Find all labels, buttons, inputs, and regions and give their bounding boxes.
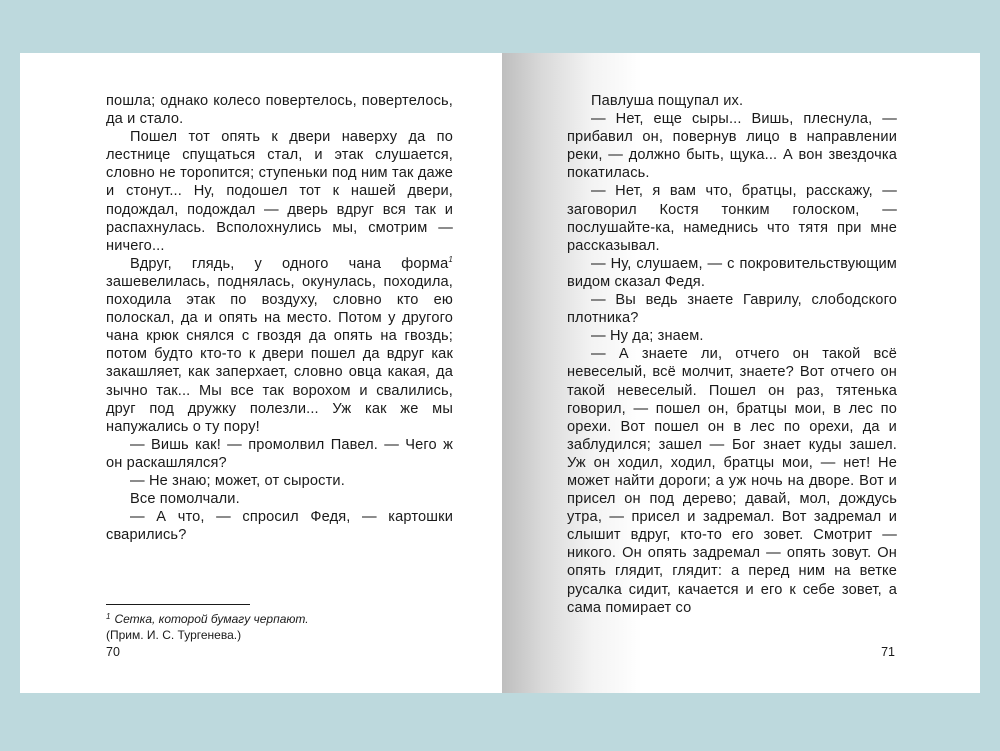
footnote-marker: 1	[448, 254, 453, 264]
page-number-left: 70	[106, 645, 120, 659]
paragraph-text: Вдруг, глядь, у одного чана форма	[130, 255, 449, 272]
paragraph: Все помолчали.	[130, 491, 240, 508]
paragraph: Пошел тот опять к двери наверху да по лестнице спущаться стал, и этак слушается, словно не торопится; ступеньки под ним так даже и стонут... Ну, подошел тот к нашей двери, подождал, подождал — дверь вдруг вся так и распахнулась. Всполохнулись мы, смотрим — ничего...	[106, 129, 453, 254]
footnote-source: (Прим. И. С. Тургенева.)	[106, 628, 242, 642]
footnote-rule	[106, 604, 250, 605]
paragraph: — Ну, слушаем, — с покровительствующим видом сказал Федя.	[567, 255, 897, 290]
page-number-right: 71	[881, 645, 895, 659]
right-page-text	[567, 92, 897, 617]
right-page	[502, 53, 980, 693]
footnote	[106, 609, 406, 643]
paragraph: — Не знаю; может, от сырости.	[130, 472, 345, 489]
paragraph: — Нет, еще сыры... Вишь, плеснула, — прибавил он, повернув лицо в направлении реки, — должно быть, щука... А вон звездочка покатилась.	[567, 111, 897, 182]
paragraph: пошла; однако колесо повертелось, повертелось, да и стало.	[106, 93, 453, 128]
paragraph: — А знаете ли, отчего он такой всё невеселый, всё молчит, знаете? Вот отчего он такой невеселый. Пошел он раз, тятенька говорил, — пошел он, братцы мои, в лес по орехи. Вот пошел он в лес по орехи, да и заблудился; зашел — Бог знает куды зашел. Уж он ходил, ходил, братцы мои, — нет! Не может найти дороги; а уж ночь на дворе. Вот и присел он под дерево; давай, мол, дождусь утра, — присел и задремал. Вот задремал и слышит вдруг, кто-то его зовет. Смотрит — никого. Он опять задремал — опять зовут. Он опять глядит, глядит: а перед ним на ветке русалка сидит, качается и его к себе зовет, а сама помирает со	[567, 346, 897, 616]
paragraph: — Вы ведь знаете Гаврилу, слободского плотника?	[567, 292, 897, 327]
left-page-text	[106, 92, 453, 544]
footnote-text: Сетка, которой бумагу черпают.	[114, 612, 309, 626]
paragraph: — Вишь как! — промолвил Павел. — Чего ж он раскашлялся?	[106, 436, 453, 471]
paragraph: Павлуша пощупал их.	[591, 93, 744, 109]
paragraph: — А что, — спросил Федя, — картошки сварились?	[106, 509, 453, 544]
book-spread	[20, 53, 980, 693]
paragraph: — Ну да; знаем.	[591, 328, 704, 345]
paragraph	[106, 255, 453, 436]
paragraph-text: зашевелилась, поднялась, окунулась, походила, походила этак по воздуху, словно кто ею полоскал, да и опять на место. Потом у другого чана крюк снялся с гвоздя да опять на гвоздь; потом будто кто-то к двери пошел да вдруг как закашляет, как заперхает, словно овца какая, да зычно так... Мы все так ворохом и свалились, друг под дружку полезли... Уж как же мы напужались о ту пору!	[106, 273, 453, 435]
footnote-number: 1	[106, 612, 111, 621]
left-page	[20, 53, 502, 693]
paragraph: — Нет, я вам что, братцы, расскажу, — заговорил Костя тонким голоском, — послушайте-ка, намеднись что тятя при мне рассказывал.	[567, 183, 897, 254]
